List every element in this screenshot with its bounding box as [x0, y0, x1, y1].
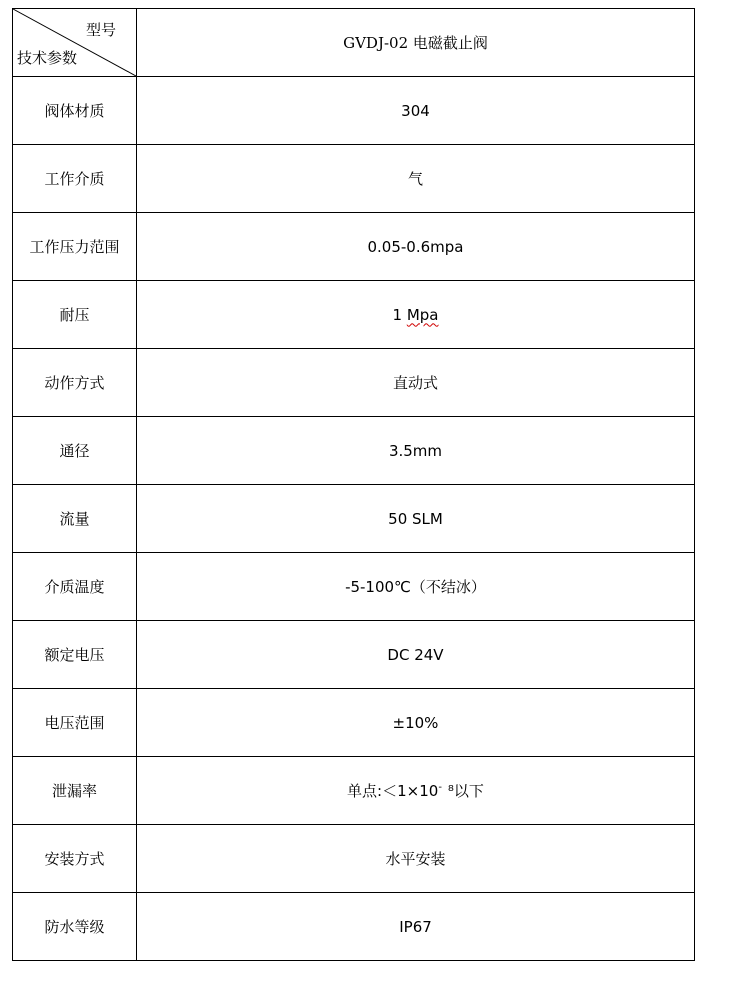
- table-row: [13, 281, 695, 349]
- param-value: 50 SLM: [137, 485, 695, 553]
- table-row: [13, 825, 695, 893]
- param-name: 防水等级: [13, 893, 137, 961]
- table-row: [13, 689, 695, 757]
- param-name: 通径: [13, 417, 137, 485]
- table-row: [13, 145, 695, 213]
- param-name: 耐压: [13, 281, 137, 349]
- param-value: DC 24V: [137, 621, 695, 689]
- spec-table: [12, 8, 695, 961]
- value-number: 1: [392, 305, 407, 324]
- value-suffix: ⁸以下: [447, 782, 484, 800]
- table-row: [13, 77, 695, 145]
- param-name: 阀体材质: [13, 77, 137, 145]
- corner-label-model: 型号: [85, 21, 116, 39]
- table-row: [13, 553, 695, 621]
- param-value: 3.5mm: [137, 417, 695, 485]
- param-value: [137, 757, 695, 825]
- param-value: -5-100℃（不结冰）: [137, 553, 695, 621]
- param-value: 0.05-0.6mpa: [137, 213, 695, 281]
- header-row: [13, 9, 695, 77]
- table-row: [13, 757, 695, 825]
- param-value: 水平安装: [137, 825, 695, 893]
- value-prefix: 单点:＜1×10: [347, 782, 439, 800]
- param-name: 流量: [13, 485, 137, 553]
- table-row: [13, 621, 695, 689]
- param-value: [137, 281, 695, 349]
- table-row: [13, 485, 695, 553]
- param-name: 工作介质: [13, 145, 137, 213]
- table-row: [13, 417, 695, 485]
- param-name: 安装方式: [13, 825, 137, 893]
- param-name: 额定电压: [13, 621, 137, 689]
- param-name: 介质温度: [13, 553, 137, 621]
- param-name: 泄漏率: [13, 757, 137, 825]
- corner-cell: [13, 9, 137, 77]
- param-value: ±10%: [137, 689, 695, 757]
- model-title: GVDJ-02 电磁截止阀: [137, 9, 695, 77]
- table-row: [13, 349, 695, 417]
- corner-label-params: 技术参数: [17, 49, 78, 67]
- value-exponent: -: [438, 782, 442, 793]
- param-name: 工作压力范围: [13, 213, 137, 281]
- param-value: IP67: [137, 893, 695, 961]
- table-row: [13, 213, 695, 281]
- param-value: 气: [137, 145, 695, 213]
- value-unit-misspelled: Mpa: [406, 305, 439, 324]
- param-value: 直动式: [137, 349, 695, 417]
- param-name: 电压范围: [13, 689, 137, 757]
- table-row: [13, 893, 695, 961]
- param-value: 304: [137, 77, 695, 145]
- param-name: 动作方式: [13, 349, 137, 417]
